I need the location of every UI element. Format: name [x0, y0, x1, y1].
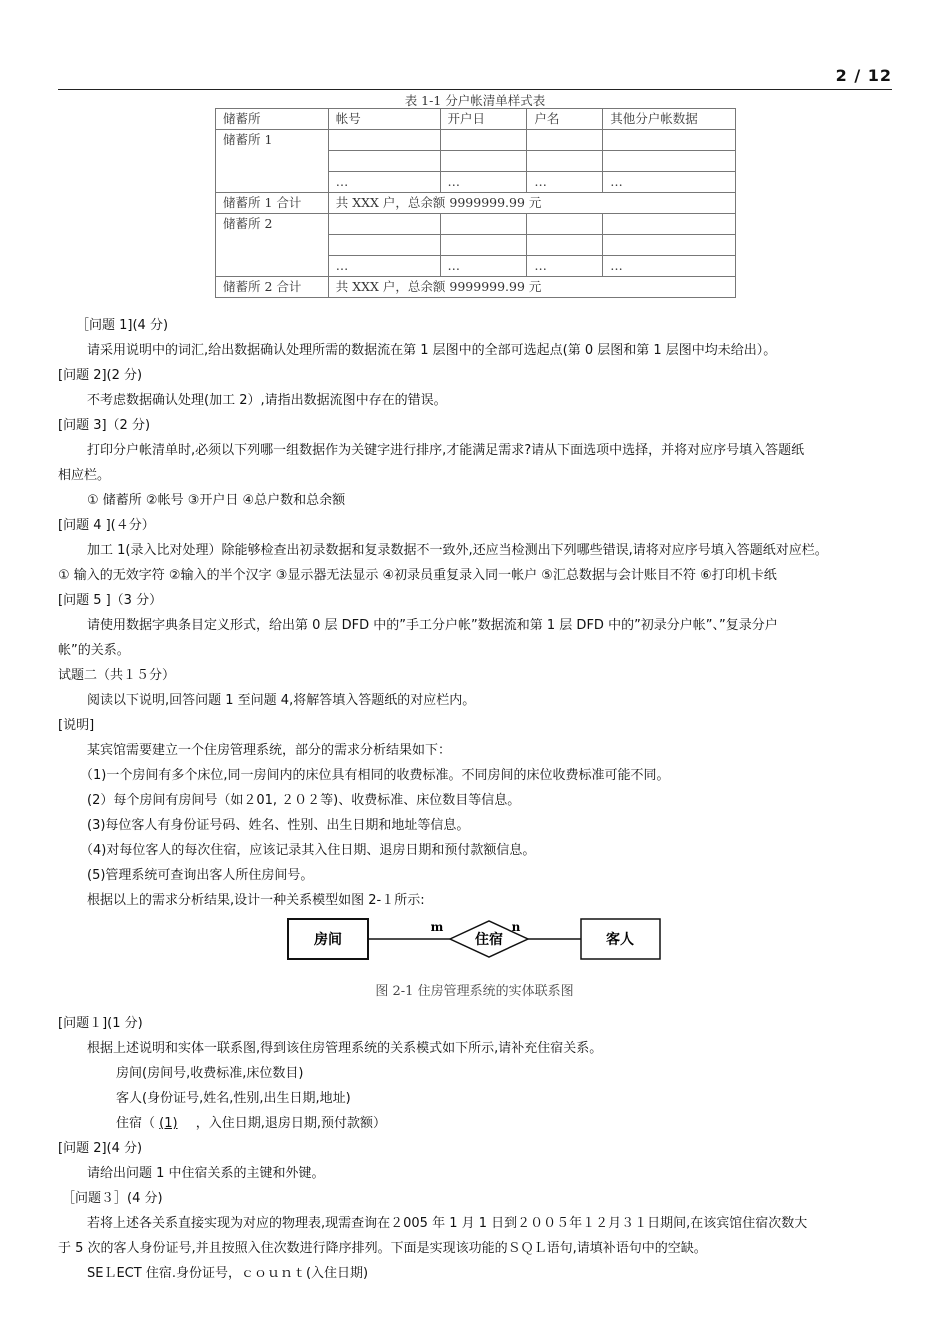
question-heading: [问题１](1 分)	[58, 1016, 143, 1031]
header-cell: 储蓄所	[216, 109, 329, 130]
header-cell: 户名	[527, 109, 603, 130]
ellipsis-cell: …	[603, 256, 736, 277]
schema-prefix: 住宿（	[116, 1116, 156, 1131]
question-heading: ［问题３］(4 分)	[62, 1191, 163, 1206]
total-label: 储蓄所 2 合计	[216, 277, 329, 298]
paragraph: 阅读以下说明,回答问题 1 至问题 4,将解答填入答题纸的对应栏内。	[87, 693, 476, 708]
ellipsis-cell: …	[440, 172, 527, 193]
header-rule	[58, 89, 892, 90]
paragraph: 根据上述说明和实体一联系图,得到该住房管理系统的关系模式如下所示,请补充住宿关系。	[87, 1041, 603, 1056]
total-text: 共 XXX 户，总余额 9999999.99 元	[328, 193, 735, 214]
header-cell: 帐号	[328, 109, 440, 130]
paragraph: 于 5 次的客人身份证号,并且按照入住次数进行降序排列。下面是实现该功能的ＳＱＬ语句,请填补语句中的空缺。	[58, 1241, 707, 1256]
paragraph: 帐”的关系。	[58, 643, 130, 658]
question-heading: [问题 2](2 分)	[58, 368, 143, 383]
section-heading: [说明]	[58, 718, 95, 733]
paragraph: 加工 1(录入比对处理）除能够检查出初录数据和复录数据不一致外,还应当检测出下列哪些错误,请将对应序号填入答题纸对应栏。	[87, 543, 828, 558]
page-number: 2 / 12	[835, 66, 892, 85]
ellipsis-cell: …	[603, 172, 736, 193]
entity-room-label: 房间	[314, 932, 342, 948]
requirement-item: （4)对每位客人的每次住宿，应该记录其入住日期、退房日期和预付款额信息。	[80, 843, 536, 858]
option-list: ① 储蓄所 ②帐号 ③开户日 ④总户数和总余额	[87, 493, 346, 508]
ellipsis-cell: …	[527, 256, 603, 277]
paragraph: 请使用数据字典条目定义形式，给出第 0 层 DFD 中的”手工分户帐”数据流和第 1 层 DFD 中的”初录分户帐”、”复录分户	[87, 618, 778, 633]
cardinality-n: n	[511, 920, 521, 934]
paragraph: 请采用说明中的词汇,给出数据确认处理所需的数据流在第 1 层图中的全部可选起点(第 0 层图和第 1 层图中均未给出）。	[87, 343, 777, 358]
requirement-item: (5)管理系统可查询出客人所住房间号。	[87, 868, 314, 883]
requirement-item: (3)每位客人有身份证号码、姓名、性别、出生日期和地址等信息。	[87, 818, 470, 833]
ellipsis-cell: …	[328, 172, 440, 193]
table-total-row	[216, 193, 736, 214]
sql-line: SEＬECT 住宿.身份证号，ｃｏｕｎｔ(入住日期)	[87, 1266, 369, 1281]
schema-line	[116, 1114, 386, 1134]
paragraph: 相应栏。	[58, 468, 111, 483]
table-row	[216, 130, 736, 151]
total-text: 共 XXX 户，总余额 9999999.99 元	[328, 277, 735, 298]
paragraph: 打印分户帐清单时,必须以下列哪一组数据作为关键字进行排序,才能满足需求?请从下面选项中选择，并将对应序号填入答题纸	[87, 443, 805, 458]
paragraph: 若将上述各关系直接实现为对应的物理表,现需查询在２005 年 1 月 1 日到２００５年１２月３１日期间,在该宾馆住宿次数大	[87, 1216, 808, 1231]
ellipsis-cell: …	[328, 256, 440, 277]
question-heading: [问题 3]（2 分)	[58, 418, 151, 433]
schema-suffix: ，入住日期,退房日期,预付款额）	[195, 1116, 386, 1131]
header-cell: 其他分户帐数据	[603, 109, 736, 130]
er-diagram	[287, 917, 662, 961]
header-cell: 开户日	[440, 109, 527, 130]
relationship-label: 住宿	[475, 932, 503, 948]
paragraph: 请给出问题 1 中住宿关系的主键和外键。	[87, 1166, 325, 1181]
option-list: ① 输入的无效字符 ②输入的半个汉字 ③显示器无法显示 ④初录员重复录入同一帐户 ⑤汇总数据与会计账目不符 ⑥打印机卡纸	[58, 568, 777, 583]
ellipsis-cell: …	[440, 256, 527, 277]
cardinality-m: m	[430, 920, 444, 934]
table-header-row	[216, 109, 736, 130]
schema-line: 房间(房间号,收费标准,床位数目)	[116, 1066, 304, 1081]
question-heading: [问题 2](4 分)	[58, 1141, 143, 1156]
table-caption: 表 1-1 分户帐清单样式表	[404, 93, 546, 108]
question-heading: ［问题 1](4 分)	[76, 318, 169, 333]
figure-caption: 图 2-1 住房管理系统的实体联系图	[375, 984, 574, 999]
section-heading: 试题二（共１５分）	[58, 668, 176, 683]
ellipsis-cell: …	[527, 172, 603, 193]
blank-1: (1)	[159, 1116, 178, 1131]
question-heading: [问题 5 ]（3 分）	[58, 593, 163, 608]
total-label: 储蓄所 1 合计	[216, 193, 329, 214]
entity-guest-label: 客人	[606, 932, 634, 948]
paragraph: 不考虑数据确认处理(加工 2）,请指出数据流图中存在的错误。	[87, 393, 447, 408]
question-heading: [问题 4 ](４分）	[58, 518, 155, 533]
requirement-item: (2）每个房间有房间号（如２01, ２０２等)、收费标准、床位数目等信息。	[87, 793, 521, 808]
schema-line: 客人(身份证号,姓名,性别,出生日期,地址)	[116, 1091, 351, 1106]
branch-cell: 储蓄所 2	[216, 214, 329, 277]
paragraph: 根据以上的需求分析结果,设计一种关系模型如图 2-１所示:	[87, 893, 425, 908]
account-list-table	[215, 108, 736, 298]
requirement-item: （1)一个房间有多个床位,同一房间内的床位具有相同的收费标准。不同房间的床位收费标准可能不同。	[80, 768, 670, 783]
table-total-row	[216, 277, 736, 298]
paragraph: 某宾馆需要建立一个住房管理系统，部分的需求分析结果如下：	[87, 743, 452, 758]
branch-cell: 储蓄所 1	[216, 130, 329, 193]
table-row	[216, 214, 736, 235]
